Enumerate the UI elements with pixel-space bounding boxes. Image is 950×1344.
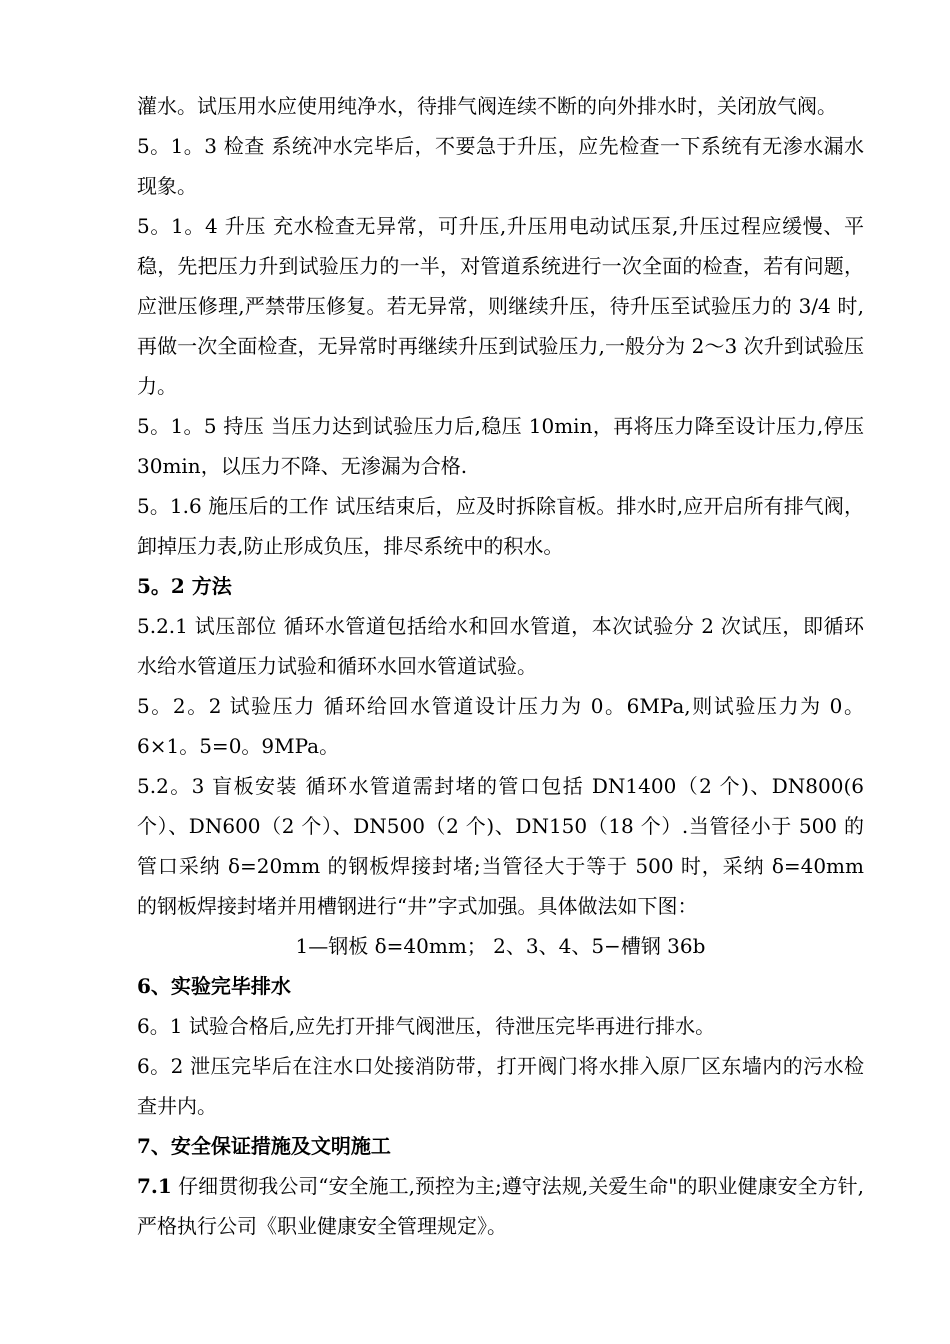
paragraph-6-1: 6。1 试验合格后,应先打开排气阀泄压，待泄压完毕再进行排水。	[137, 1014, 716, 1038]
paragraph-5-2-2-test-pressure: 5。2。2 试验压力 循环给回水管道设计压力为 0。6MPa,则试验压力为 0。6×1。5=0。9MPa。	[137, 694, 864, 758]
heading-5-2-method: 5。2 方法	[137, 574, 232, 598]
paragraph-5-1-6-post-test: 5。1.6 施压后的工作 试压结束后，应及时拆除盲板。排水时,应开启所有排气阀，卸掉压力表,防止形成负压，排尽系统中的积水。	[137, 494, 864, 558]
paragraph-5-2-1-test-section: 5.2.1 试压部位 循环水管道包括给水和回水管道，本次试验分 2 次试压，即循环水给水管道压力试验和循环水回水管道试验。	[137, 614, 864, 678]
paragraph-5-2-3-blind-plate: 5.2。3 盲板安装 循环水管道需封堵的管口包括 DN1400（2 个)、DN800(6 个）、DN600（2 个）、DN500（2 个)、DN150（18 个）.当管径小于 500 的管口采纳 δ=20mm 的钢板焊接封堵;当管径大于等于 500 时，采纳 δ=40mm 的钢板焊接封堵并用槽钢进行“井”字式加强。具体做法如下图：	[137, 774, 864, 918]
paragraph-6-2: 6。2 泄压完毕后在注水口处接消防带，打开阀门将水排入原厂区东墙内的污水检查井内。	[137, 1054, 864, 1118]
document-body	[137, 86, 864, 1246]
paragraph-7-1-text: 仔细贯彻我公司“安全施工,预控为主;遵守法规,关爱生命"的职业健康安全方针,严格执行公司《职业健康安全管理规定》。	[137, 1174, 864, 1238]
paragraph-7-1	[137, 1166, 864, 1246]
paragraph-filling-water: 灌水。试压用水应使用纯净水，待排气阀连续不断的向外排水时，关闭放气阀。	[137, 94, 837, 118]
heading-6-drainage: 6、实验完毕排水	[137, 974, 291, 998]
paragraph-5-1-4-pressurize: 5。1。4 升压 充水检查无异常，可升压,升压用电动试压泵,升压过程应缓慢、平稳，先把压力升到试验压力的一半，对管道系统进行一次全面的检查，若有问题，应泄压修理,严禁带压修复。若无异常，则继续升压，待升压至试验压力的 3/4 时,再做一次全面检查，无异常时再继续升压到试验压力,一般分为 2～3 次升到试验压力。	[137, 214, 864, 398]
figure-caption: 1—钢板 δ=40mm； 2、3、4、5−槽钢 36b	[295, 934, 706, 958]
paragraph-5-1-5-hold-pressure: 5。1。5 持压 当压力达到试验压力后,稳压 10min，再将压力降至设计压力,停压 30min，以压力不降、无渗漏为合格.	[137, 414, 864, 478]
paragraph-7-1-number: 7.1	[137, 1174, 172, 1198]
heading-7-safety: 7、安全保证措施及文明施工	[137, 1134, 391, 1158]
paragraph-5-1-3-inspection: 5。1。3 检查 系统冲水完毕后，不要急于升压，应先检查一下系统有无渗水漏水现象。	[137, 134, 864, 198]
